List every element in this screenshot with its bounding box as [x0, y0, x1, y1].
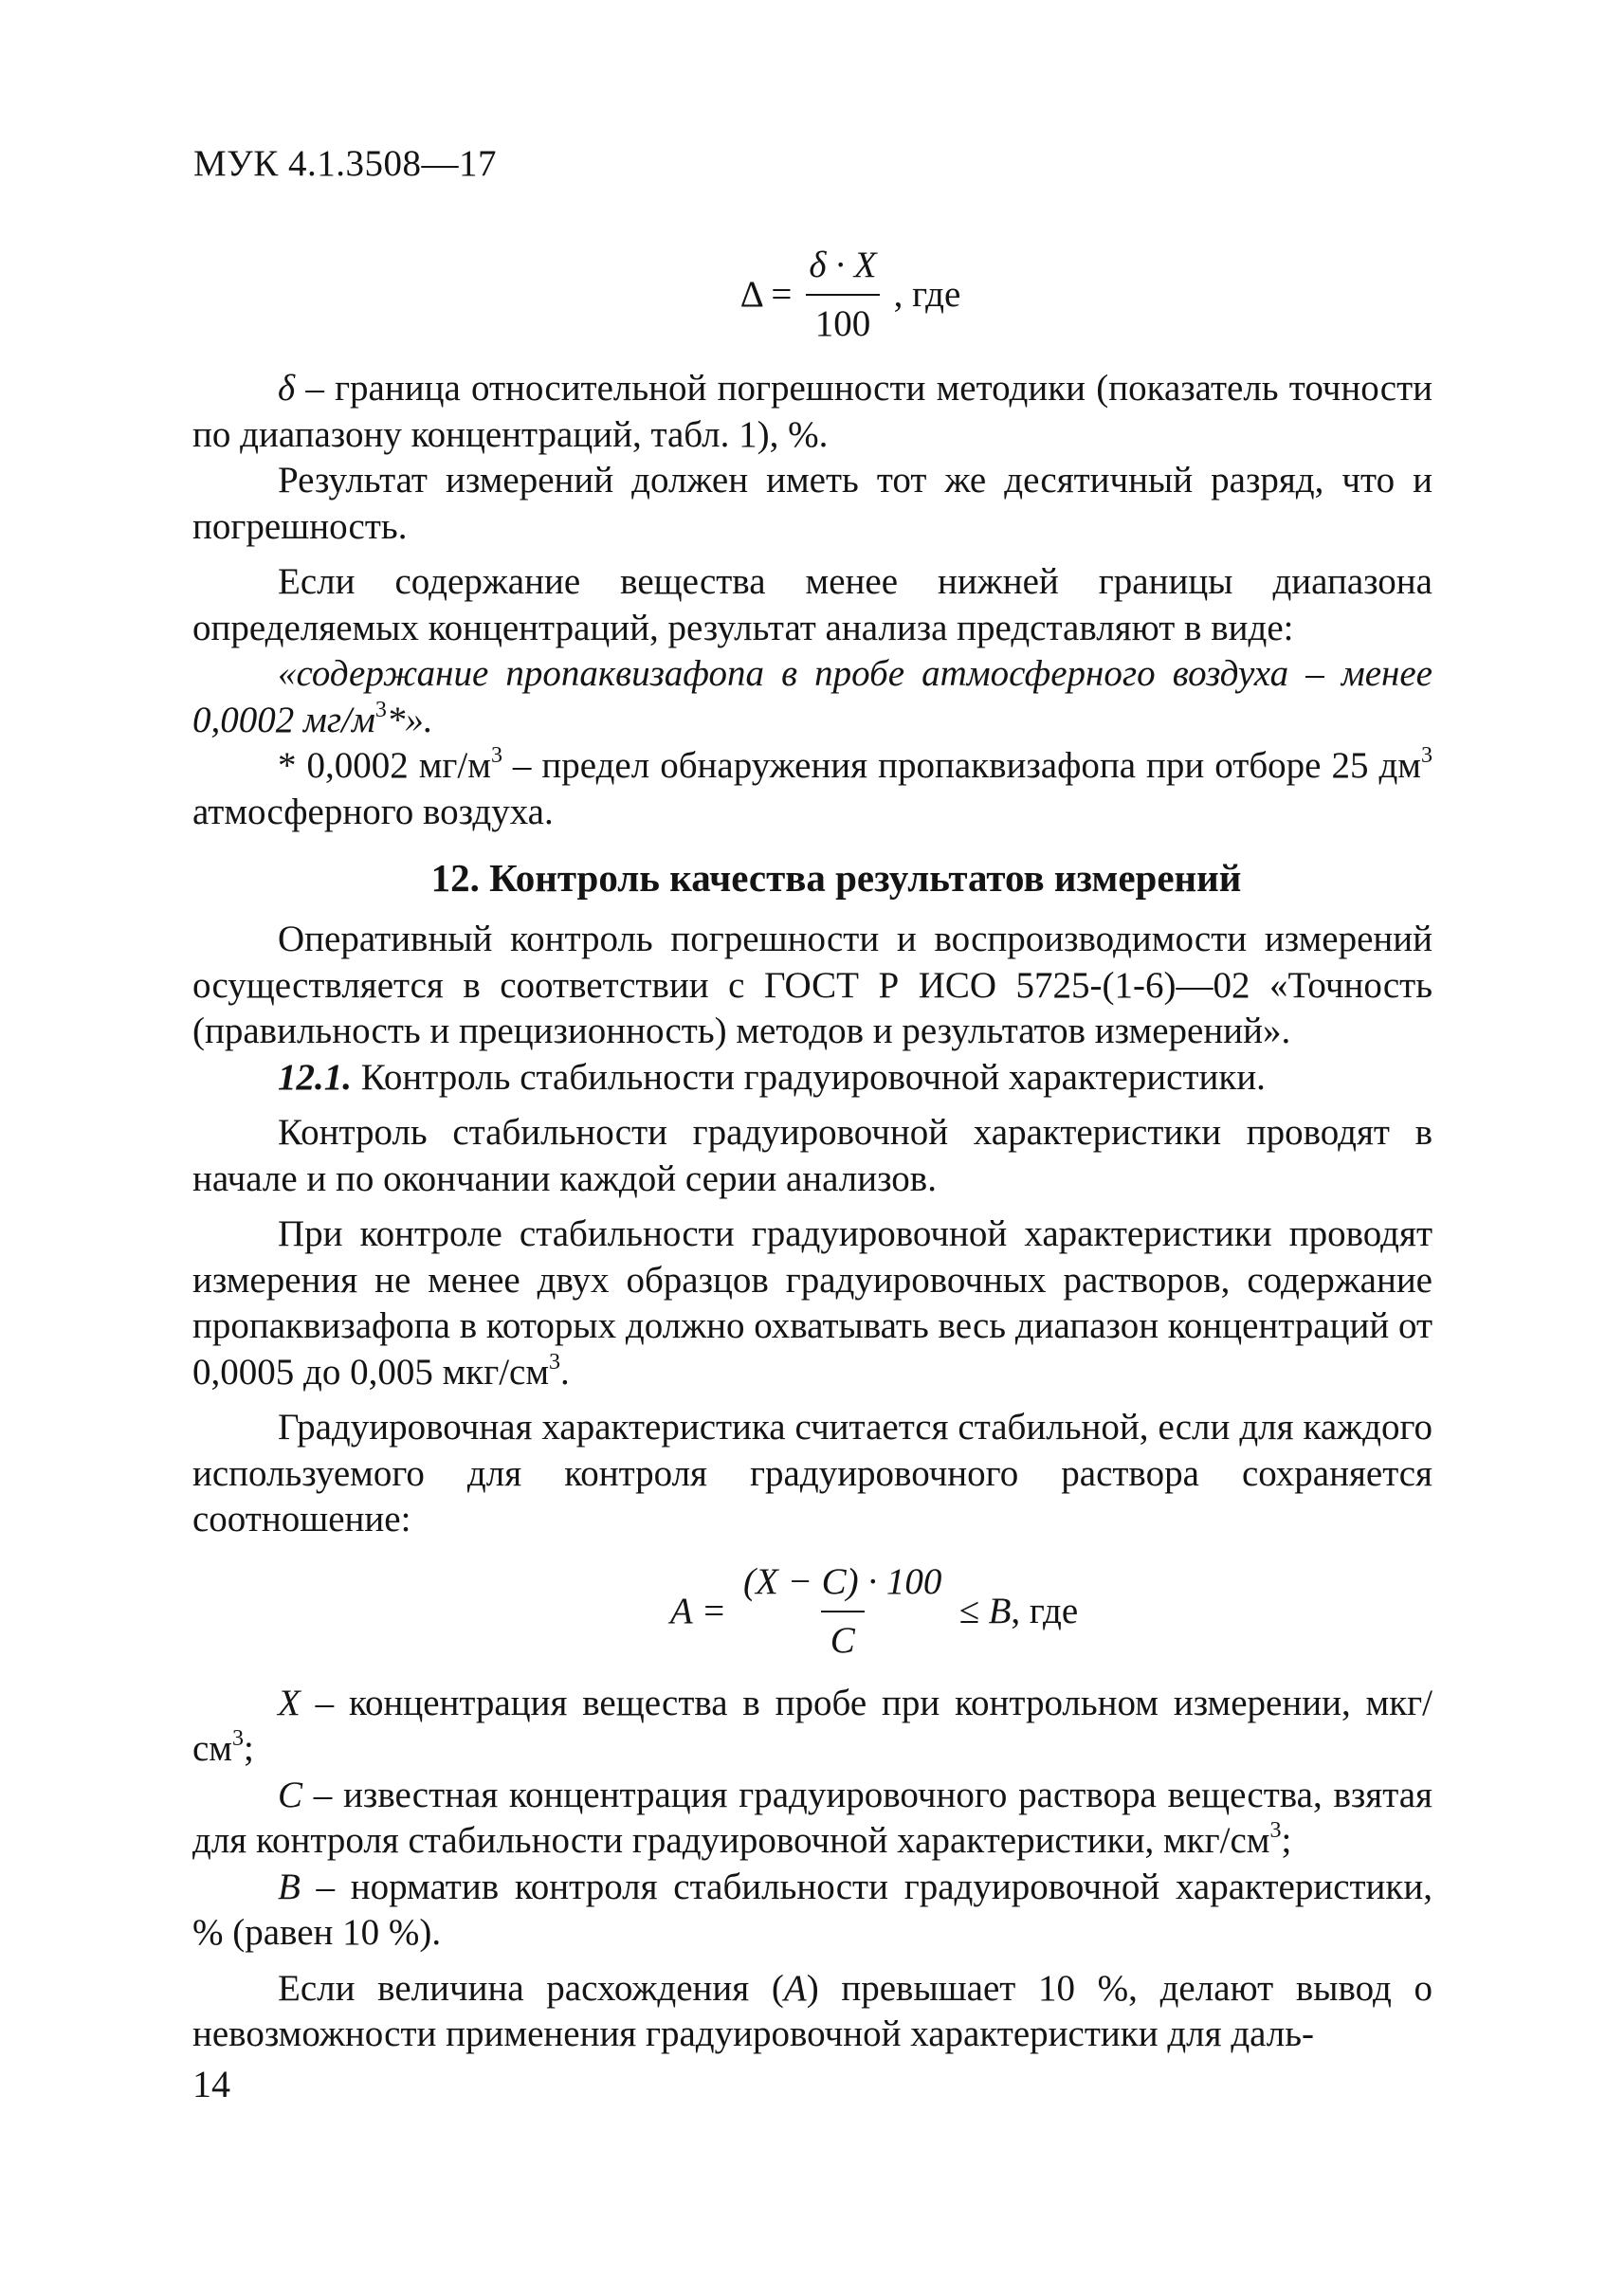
footnote-sup1: 3 — [490, 743, 502, 768]
paragraph-x-definition — [192, 1681, 1432, 1773]
x-definition-text: – концентрация вещества в пробе при контрольном измерении, мкг/см — [192, 1682, 1432, 1769]
x-sup: 3 — [232, 1726, 244, 1751]
formula-a-suffix: , где — [1011, 1590, 1079, 1631]
paragraph-delta-definition — [192, 366, 1432, 458]
page-number: 14 — [192, 2063, 230, 2105]
quote-sup: 3 — [374, 697, 387, 722]
formula-a-rhs: ≤ B — [958, 1590, 1012, 1631]
paragraph-12-1 — [192, 1055, 1432, 1102]
paragraph-deviation — [192, 1966, 1432, 2058]
samples-text: При контроле стабильности градуировочной характеристики проводят измерения не менее двух образцов градуировочных растворов, содержание пропаквизафопа в которых должно охватывать весь диапазон концентраций от 0,0005 до 0,005 мкг/см — [192, 1213, 1432, 1393]
formula-a-denominator: C — [821, 1611, 865, 1664]
deviation-text2: ) превышает 10 %, делают вывод о невозможности применения градуировочной характеристики для даль- — [192, 1967, 1432, 2054]
samples-end: . — [560, 1351, 570, 1393]
document-header: МУК 4.1.3508—17 — [193, 143, 498, 184]
b-symbol: B — [278, 1866, 301, 1907]
formula-a-numerator: (X − C) · 100 — [743, 1561, 942, 1602]
paragraph-below-range: Если содержание вещества менее нижней границы диапазона определяемых концентраций, результат анализа представляют в виде: — [192, 561, 1432, 648]
c-definition-text: – известная концентрация градуировочного раствора вещества, взятая для контроля стабильности градуировочной характеристики, мкг/см — [192, 1774, 1432, 1861]
x-end: ; — [244, 1728, 254, 1769]
paragraph-c-definition — [192, 1773, 1432, 1865]
formula-delta — [192, 224, 1432, 366]
page-body — [192, 224, 1432, 2058]
quote-text: «содержание пропаквизафопа в пробе атмосферного воздуха – менее 0,0002 мг/м — [192, 653, 1432, 740]
paragraph-quote — [192, 651, 1432, 743]
quote-end: *». — [386, 699, 433, 740]
paragraph-calibration-control: Контроль стабильности градуировочной характеристики проводят в начале и по окончании каждой серии анализов. — [192, 1112, 1432, 1199]
formula-delta-numerator: δ · X — [809, 245, 877, 285]
subsection-number: 12.1. — [278, 1056, 352, 1098]
formula-delta-suffix: , где — [893, 273, 961, 315]
formula-delta-denominator: 100 — [806, 294, 881, 347]
delta-definition-text: – граница относительной погрешности методики (показатель точности по диапазону концентраций, табл. 1), %. — [192, 368, 1432, 455]
c-symbol: C — [278, 1774, 303, 1815]
paragraph-result-precision: Результат измерений должен иметь тот же десятичный разряд, что и погрешность. — [192, 460, 1432, 547]
formula-delta-lhs: Δ = — [739, 273, 793, 315]
formula-a — [192, 1543, 1432, 1681]
x-symbol: X — [278, 1682, 301, 1723]
formula-a-fraction — [734, 1559, 951, 1664]
deviation-symbol: A — [783, 1967, 807, 2009]
paragraph-footnote — [192, 743, 1432, 835]
b-definition-text: – норматив контроля стабильности градуировочной характеристики, % (равен 10 %). — [192, 1866, 1432, 1953]
deviation-text1: Если величина расхождения ( — [278, 1967, 784, 2009]
samples-sup: 3 — [549, 1349, 561, 1375]
formula-delta-fraction — [799, 243, 885, 347]
subsection-title: Контроль стабильности градуировочной характеристики. — [352, 1056, 1266, 1098]
c-end: ; — [1281, 1820, 1292, 1861]
paragraph-b-definition — [192, 1865, 1432, 1957]
c-sup: 3 — [1269, 1818, 1282, 1843]
formula-a-lhs: A = — [669, 1590, 727, 1631]
paragraph-measurement-samples — [192, 1211, 1432, 1395]
delta-symbol: δ — [278, 368, 296, 409]
paragraph-stability-criterion: Градуировочная характеристика считается стабильной, если для каждого используемого для контроля градуировочного раствора сохраняется соотношение: — [192, 1407, 1432, 1539]
footnote-part1: * 0,0002 мг/м — [278, 745, 491, 786]
footnote-part2: – предел обнаружения пропаквизафопа при отборе 25 дм — [502, 745, 1421, 786]
section-title: 12. Контроль качества результатов измерений — [430, 856, 1242, 900]
footnote-part3: атмосферного воздуха. — [192, 791, 554, 832]
footnote-sup2: 3 — [1421, 743, 1432, 768]
paragraph-operative-control: Оперативный контроль погрешности и воспроизводимости измерений осуществляется в соответствии с ГОСТ Р ИСО 5725-(1-6)—02 «Точность (правильность и прецизионность) методов и результатов измерений». — [192, 919, 1432, 1051]
